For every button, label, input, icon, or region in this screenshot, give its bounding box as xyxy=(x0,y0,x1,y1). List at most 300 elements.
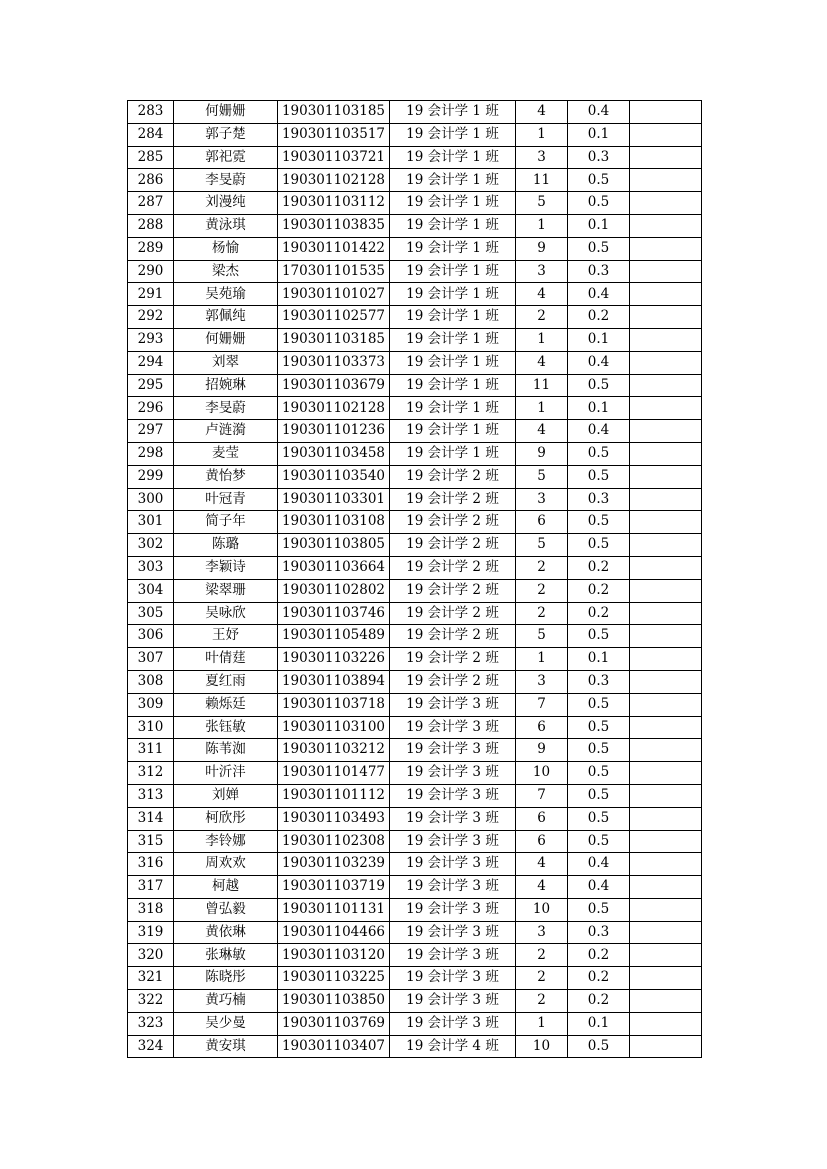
cell-remark xyxy=(630,625,702,648)
table-row xyxy=(128,169,702,192)
cell-class: 19 会计学 1 班 xyxy=(390,123,516,146)
cell-class: 19 会计学 3 班 xyxy=(390,830,516,853)
cell-class: 19 会计学 1 班 xyxy=(390,192,516,215)
cell-class: 19 会计学 1 班 xyxy=(390,374,516,397)
cell-name: 叶倩莛 xyxy=(174,648,278,671)
cell-score: 0.5 xyxy=(568,442,630,465)
cell-class: 19 会计学 3 班 xyxy=(390,784,516,807)
cell-index: 298 xyxy=(128,442,174,465)
table-row xyxy=(128,1012,702,1035)
cell-score: 0.2 xyxy=(568,990,630,1013)
cell-name: 黄泳琪 xyxy=(174,214,278,237)
cell-count: 2 xyxy=(516,579,568,602)
cell-remark xyxy=(630,967,702,990)
cell-count: 10 xyxy=(516,898,568,921)
cell-class: 19 会计学 3 班 xyxy=(390,762,516,785)
cell-index: 300 xyxy=(128,488,174,511)
cell-remark xyxy=(630,990,702,1013)
cell-name: 梁翠珊 xyxy=(174,579,278,602)
cell-student-id: 190301105489 xyxy=(278,625,390,648)
cell-name: 黄巧楠 xyxy=(174,990,278,1013)
cell-remark xyxy=(630,921,702,944)
cell-remark xyxy=(630,556,702,579)
cell-name: 夏红雨 xyxy=(174,670,278,693)
cell-count: 1 xyxy=(516,1012,568,1035)
cell-remark xyxy=(630,101,702,124)
table-row xyxy=(128,762,702,785)
cell-remark xyxy=(630,374,702,397)
cell-class: 19 会计学 2 班 xyxy=(390,670,516,693)
cell-count: 3 xyxy=(516,921,568,944)
table-row xyxy=(128,602,702,625)
table-row xyxy=(128,374,702,397)
cell-class: 19 会计学 2 班 xyxy=(390,602,516,625)
cell-remark xyxy=(630,1035,702,1058)
cell-index: 287 xyxy=(128,192,174,215)
cell-name: 陈璐 xyxy=(174,534,278,557)
cell-student-id: 190301103239 xyxy=(278,853,390,876)
cell-class: 19 会计学 3 班 xyxy=(390,944,516,967)
cell-student-id: 190301103835 xyxy=(278,214,390,237)
cell-name: 李颖诗 xyxy=(174,556,278,579)
cell-count: 1 xyxy=(516,648,568,671)
table-row xyxy=(128,237,702,260)
cell-student-id: 190301103850 xyxy=(278,990,390,1013)
cell-score: 0.5 xyxy=(568,784,630,807)
cell-remark xyxy=(630,762,702,785)
cell-name: 曾弘毅 xyxy=(174,898,278,921)
table-row xyxy=(128,990,702,1013)
cell-count: 11 xyxy=(516,374,568,397)
table-row xyxy=(128,420,702,443)
cell-count: 2 xyxy=(516,990,568,1013)
cell-student-id: 190301102128 xyxy=(278,397,390,420)
cell-remark xyxy=(630,420,702,443)
cell-name: 叶冠青 xyxy=(174,488,278,511)
table-row xyxy=(128,876,702,899)
table-row xyxy=(128,306,702,329)
cell-name: 刘婵 xyxy=(174,784,278,807)
cell-student-id: 190301103894 xyxy=(278,670,390,693)
cell-class: 19 会计学 4 班 xyxy=(390,1035,516,1058)
cell-student-id: 190301103407 xyxy=(278,1035,390,1058)
cell-class: 19 会计学 1 班 xyxy=(390,328,516,351)
cell-index: 283 xyxy=(128,101,174,124)
cell-index: 291 xyxy=(128,283,174,306)
cell-count: 5 xyxy=(516,465,568,488)
cell-class: 19 会计学 1 班 xyxy=(390,420,516,443)
cell-score: 0.2 xyxy=(568,944,630,967)
cell-class: 19 会计学 1 班 xyxy=(390,442,516,465)
cell-class: 19 会计学 3 班 xyxy=(390,853,516,876)
cell-remark xyxy=(630,648,702,671)
cell-index: 297 xyxy=(128,420,174,443)
cell-index: 323 xyxy=(128,1012,174,1035)
cell-remark xyxy=(630,442,702,465)
cell-name: 赖烁廷 xyxy=(174,693,278,716)
cell-name: 郭佩纯 xyxy=(174,306,278,329)
cell-class: 19 会计学 1 班 xyxy=(390,214,516,237)
cell-count: 3 xyxy=(516,670,568,693)
table-row xyxy=(128,853,702,876)
cell-count: 2 xyxy=(516,602,568,625)
cell-class: 19 会计学 2 班 xyxy=(390,488,516,511)
cell-remark xyxy=(630,328,702,351)
cell-count: 6 xyxy=(516,511,568,534)
cell-count: 7 xyxy=(516,693,568,716)
cell-count: 4 xyxy=(516,853,568,876)
cell-score: 0.5 xyxy=(568,511,630,534)
cell-remark xyxy=(630,306,702,329)
cell-index: 299 xyxy=(128,465,174,488)
cell-score: 0.5 xyxy=(568,739,630,762)
cell-class: 19 会计学 2 班 xyxy=(390,625,516,648)
table-row xyxy=(128,944,702,967)
table-row xyxy=(128,397,702,420)
cell-score: 0.3 xyxy=(568,146,630,169)
cell-count: 2 xyxy=(516,967,568,990)
cell-student-id: 190301101131 xyxy=(278,898,390,921)
cell-remark xyxy=(630,807,702,830)
cell-name: 李旻蔚 xyxy=(174,169,278,192)
cell-name: 刘翠 xyxy=(174,351,278,374)
cell-remark xyxy=(630,169,702,192)
cell-score: 0.5 xyxy=(568,762,630,785)
cell-student-id: 190301103664 xyxy=(278,556,390,579)
table-row xyxy=(128,511,702,534)
cell-student-id: 190301103120 xyxy=(278,944,390,967)
table-row xyxy=(128,534,702,557)
cell-remark xyxy=(630,237,702,260)
cell-student-id: 190301103301 xyxy=(278,488,390,511)
cell-class: 19 会计学 3 班 xyxy=(390,716,516,739)
cell-remark xyxy=(630,784,702,807)
cell-index: 303 xyxy=(128,556,174,579)
cell-student-id: 190301103517 xyxy=(278,123,390,146)
cell-index: 310 xyxy=(128,716,174,739)
cell-remark xyxy=(630,488,702,511)
cell-score: 0.3 xyxy=(568,488,630,511)
cell-index: 302 xyxy=(128,534,174,557)
cell-score: 0.4 xyxy=(568,283,630,306)
table-row xyxy=(128,648,702,671)
cell-class: 19 会计学 2 班 xyxy=(390,648,516,671)
cell-student-id: 190301103458 xyxy=(278,442,390,465)
cell-class: 19 会计学 1 班 xyxy=(390,397,516,420)
cell-score: 0.5 xyxy=(568,374,630,397)
cell-class: 19 会计学 1 班 xyxy=(390,306,516,329)
cell-class: 19 会计学 3 班 xyxy=(390,1012,516,1035)
cell-student-id: 190301103100 xyxy=(278,716,390,739)
cell-index: 318 xyxy=(128,898,174,921)
cell-name: 周欢欢 xyxy=(174,853,278,876)
cell-score: 0.5 xyxy=(568,169,630,192)
cell-index: 290 xyxy=(128,260,174,283)
cell-score: 0.3 xyxy=(568,260,630,283)
cell-remark xyxy=(630,214,702,237)
cell-remark xyxy=(630,898,702,921)
cell-name: 黄安琪 xyxy=(174,1035,278,1058)
cell-count: 5 xyxy=(516,534,568,557)
cell-name: 简子年 xyxy=(174,511,278,534)
cell-name: 黄依琳 xyxy=(174,921,278,944)
cell-name: 何姗姗 xyxy=(174,101,278,124)
cell-score: 0.4 xyxy=(568,876,630,899)
cell-score: 0.4 xyxy=(568,420,630,443)
cell-class: 19 会计学 1 班 xyxy=(390,283,516,306)
cell-name: 招婉琳 xyxy=(174,374,278,397)
cell-index: 321 xyxy=(128,967,174,990)
cell-student-id: 190301101027 xyxy=(278,283,390,306)
cell-remark xyxy=(630,670,702,693)
cell-count: 9 xyxy=(516,237,568,260)
table-row xyxy=(128,488,702,511)
cell-score: 0.2 xyxy=(568,602,630,625)
cell-index: 307 xyxy=(128,648,174,671)
cell-name: 黄怡梦 xyxy=(174,465,278,488)
table-row xyxy=(128,830,702,853)
cell-count: 5 xyxy=(516,625,568,648)
cell-name: 卢涟漪 xyxy=(174,420,278,443)
cell-index: 311 xyxy=(128,739,174,762)
cell-student-id: 190301102577 xyxy=(278,306,390,329)
cell-name: 陈晓彤 xyxy=(174,967,278,990)
cell-index: 293 xyxy=(128,328,174,351)
cell-count: 2 xyxy=(516,944,568,967)
cell-index: 315 xyxy=(128,830,174,853)
cell-count: 3 xyxy=(516,260,568,283)
cell-score: 0.1 xyxy=(568,328,630,351)
cell-count: 4 xyxy=(516,283,568,306)
cell-class: 19 会计学 2 班 xyxy=(390,534,516,557)
cell-student-id: 190301103108 xyxy=(278,511,390,534)
cell-name: 梁杰 xyxy=(174,260,278,283)
cell-score: 0.5 xyxy=(568,898,630,921)
cell-remark xyxy=(630,579,702,602)
cell-index: 309 xyxy=(128,693,174,716)
table-row xyxy=(128,214,702,237)
table-row xyxy=(128,101,702,124)
cell-name: 王妤 xyxy=(174,625,278,648)
cell-remark xyxy=(630,944,702,967)
cell-student-id: 190301103212 xyxy=(278,739,390,762)
cell-class: 19 会计学 3 班 xyxy=(390,876,516,899)
table-row xyxy=(128,898,702,921)
cell-score: 0.3 xyxy=(568,921,630,944)
cell-student-id: 190301102128 xyxy=(278,169,390,192)
table-row xyxy=(128,579,702,602)
cell-index: 322 xyxy=(128,990,174,1013)
table-row xyxy=(128,465,702,488)
cell-class: 19 会计学 1 班 xyxy=(390,237,516,260)
cell-student-id: 190301103493 xyxy=(278,807,390,830)
cell-remark xyxy=(630,1012,702,1035)
cell-class: 19 会计学 1 班 xyxy=(390,351,516,374)
cell-student-id: 190301102308 xyxy=(278,830,390,853)
cell-score: 0.1 xyxy=(568,648,630,671)
cell-count: 2 xyxy=(516,556,568,579)
cell-score: 0.5 xyxy=(568,465,630,488)
cell-student-id: 190301103718 xyxy=(278,693,390,716)
cell-remark xyxy=(630,739,702,762)
cell-name: 吴苑瑜 xyxy=(174,283,278,306)
cell-index: 320 xyxy=(128,944,174,967)
table-row xyxy=(128,556,702,579)
cell-class: 19 会计学 1 班 xyxy=(390,169,516,192)
cell-index: 314 xyxy=(128,807,174,830)
cell-count: 3 xyxy=(516,146,568,169)
cell-student-id: 190301101422 xyxy=(278,237,390,260)
cell-count: 1 xyxy=(516,123,568,146)
cell-name: 郭祀霓 xyxy=(174,146,278,169)
cell-remark xyxy=(630,192,702,215)
cell-index: 316 xyxy=(128,853,174,876)
cell-remark xyxy=(630,534,702,557)
cell-score: 0.4 xyxy=(568,853,630,876)
cell-class: 19 会计学 2 班 xyxy=(390,556,516,579)
cell-class: 19 会计学 3 班 xyxy=(390,693,516,716)
cell-remark xyxy=(630,693,702,716)
table-row xyxy=(128,693,702,716)
cell-name: 刘漫纯 xyxy=(174,192,278,215)
cell-score: 0.5 xyxy=(568,1035,630,1058)
cell-student-id: 190301103805 xyxy=(278,534,390,557)
cell-index: 308 xyxy=(128,670,174,693)
cell-remark xyxy=(630,260,702,283)
cell-class: 19 会计学 2 班 xyxy=(390,579,516,602)
cell-index: 286 xyxy=(128,169,174,192)
cell-remark xyxy=(630,123,702,146)
cell-score: 0.4 xyxy=(568,351,630,374)
cell-score: 0.1 xyxy=(568,123,630,146)
cell-count: 6 xyxy=(516,807,568,830)
cell-name: 张钰敏 xyxy=(174,716,278,739)
cell-class: 19 会计学 3 班 xyxy=(390,807,516,830)
table-row xyxy=(128,192,702,215)
cell-student-id: 190301102802 xyxy=(278,579,390,602)
cell-score: 0.2 xyxy=(568,579,630,602)
cell-count: 4 xyxy=(516,876,568,899)
table-row xyxy=(128,351,702,374)
cell-remark xyxy=(630,511,702,534)
cell-index: 324 xyxy=(128,1035,174,1058)
cell-score: 0.5 xyxy=(568,625,630,648)
cell-student-id: 190301103373 xyxy=(278,351,390,374)
cell-score: 0.5 xyxy=(568,192,630,215)
cell-name: 张琳敏 xyxy=(174,944,278,967)
cell-score: 0.5 xyxy=(568,534,630,557)
cell-student-id: 190301103721 xyxy=(278,146,390,169)
table-row xyxy=(128,716,702,739)
cell-count: 1 xyxy=(516,328,568,351)
cell-remark xyxy=(630,283,702,306)
table-row xyxy=(128,283,702,306)
cell-name: 郭子楚 xyxy=(174,123,278,146)
cell-student-id: 190301101112 xyxy=(278,784,390,807)
cell-count: 5 xyxy=(516,192,568,215)
table-row xyxy=(128,739,702,762)
cell-name: 麦莹 xyxy=(174,442,278,465)
cell-index: 317 xyxy=(128,876,174,899)
cell-index: 301 xyxy=(128,511,174,534)
cell-index: 319 xyxy=(128,921,174,944)
cell-student-id: 190301103112 xyxy=(278,192,390,215)
cell-student-id: 190301103769 xyxy=(278,1012,390,1035)
cell-remark xyxy=(630,853,702,876)
cell-score: 0.1 xyxy=(568,397,630,420)
cell-remark xyxy=(630,397,702,420)
cell-score: 0.1 xyxy=(568,1012,630,1035)
table-row xyxy=(128,967,702,990)
cell-score: 0.4 xyxy=(568,101,630,124)
cell-name: 柯欣彤 xyxy=(174,807,278,830)
cell-student-id: 190301103679 xyxy=(278,374,390,397)
cell-remark xyxy=(630,465,702,488)
table-body xyxy=(128,101,702,1058)
cell-student-id: 190301103185 xyxy=(278,101,390,124)
cell-index: 304 xyxy=(128,579,174,602)
table-row xyxy=(128,123,702,146)
cell-name: 何姗姗 xyxy=(174,328,278,351)
cell-count: 6 xyxy=(516,716,568,739)
cell-remark xyxy=(630,830,702,853)
cell-index: 285 xyxy=(128,146,174,169)
cell-class: 19 会计学 3 班 xyxy=(390,990,516,1013)
table-row xyxy=(128,784,702,807)
table-row xyxy=(128,260,702,283)
cell-name: 陈苇洳 xyxy=(174,739,278,762)
cell-student-id: 190301103540 xyxy=(278,465,390,488)
cell-class: 19 会计学 3 班 xyxy=(390,898,516,921)
cell-index: 284 xyxy=(128,123,174,146)
cell-count: 1 xyxy=(516,397,568,420)
cell-index: 294 xyxy=(128,351,174,374)
cell-class: 19 会计学 2 班 xyxy=(390,511,516,534)
cell-remark xyxy=(630,602,702,625)
cell-index: 288 xyxy=(128,214,174,237)
cell-class: 19 会计学 3 班 xyxy=(390,921,516,944)
cell-score: 0.2 xyxy=(568,556,630,579)
table-row xyxy=(128,442,702,465)
cell-count: 4 xyxy=(516,420,568,443)
cell-score: 0.5 xyxy=(568,716,630,739)
cell-count: 4 xyxy=(516,101,568,124)
table-row xyxy=(128,625,702,648)
cell-index: 305 xyxy=(128,602,174,625)
cell-class: 19 会计学 1 班 xyxy=(390,146,516,169)
cell-name: 柯越 xyxy=(174,876,278,899)
cell-index: 289 xyxy=(128,237,174,260)
cell-score: 0.2 xyxy=(568,967,630,990)
cell-student-id: 190301103719 xyxy=(278,876,390,899)
cell-student-id: 190301101477 xyxy=(278,762,390,785)
cell-student-id: 190301103746 xyxy=(278,602,390,625)
cell-name: 叶沂沣 xyxy=(174,762,278,785)
cell-score: 0.3 xyxy=(568,670,630,693)
data-table xyxy=(127,100,702,1058)
cell-count: 3 xyxy=(516,488,568,511)
cell-count: 1 xyxy=(516,214,568,237)
cell-class: 19 会计学 1 班 xyxy=(390,101,516,124)
cell-class: 19 会计学 3 班 xyxy=(390,739,516,762)
cell-student-id: 170301101535 xyxy=(278,260,390,283)
cell-class: 19 会计学 3 班 xyxy=(390,967,516,990)
cell-name: 吴少曼 xyxy=(174,1012,278,1035)
cell-count: 9 xyxy=(516,442,568,465)
cell-count: 11 xyxy=(516,169,568,192)
cell-count: 7 xyxy=(516,784,568,807)
cell-count: 10 xyxy=(516,762,568,785)
